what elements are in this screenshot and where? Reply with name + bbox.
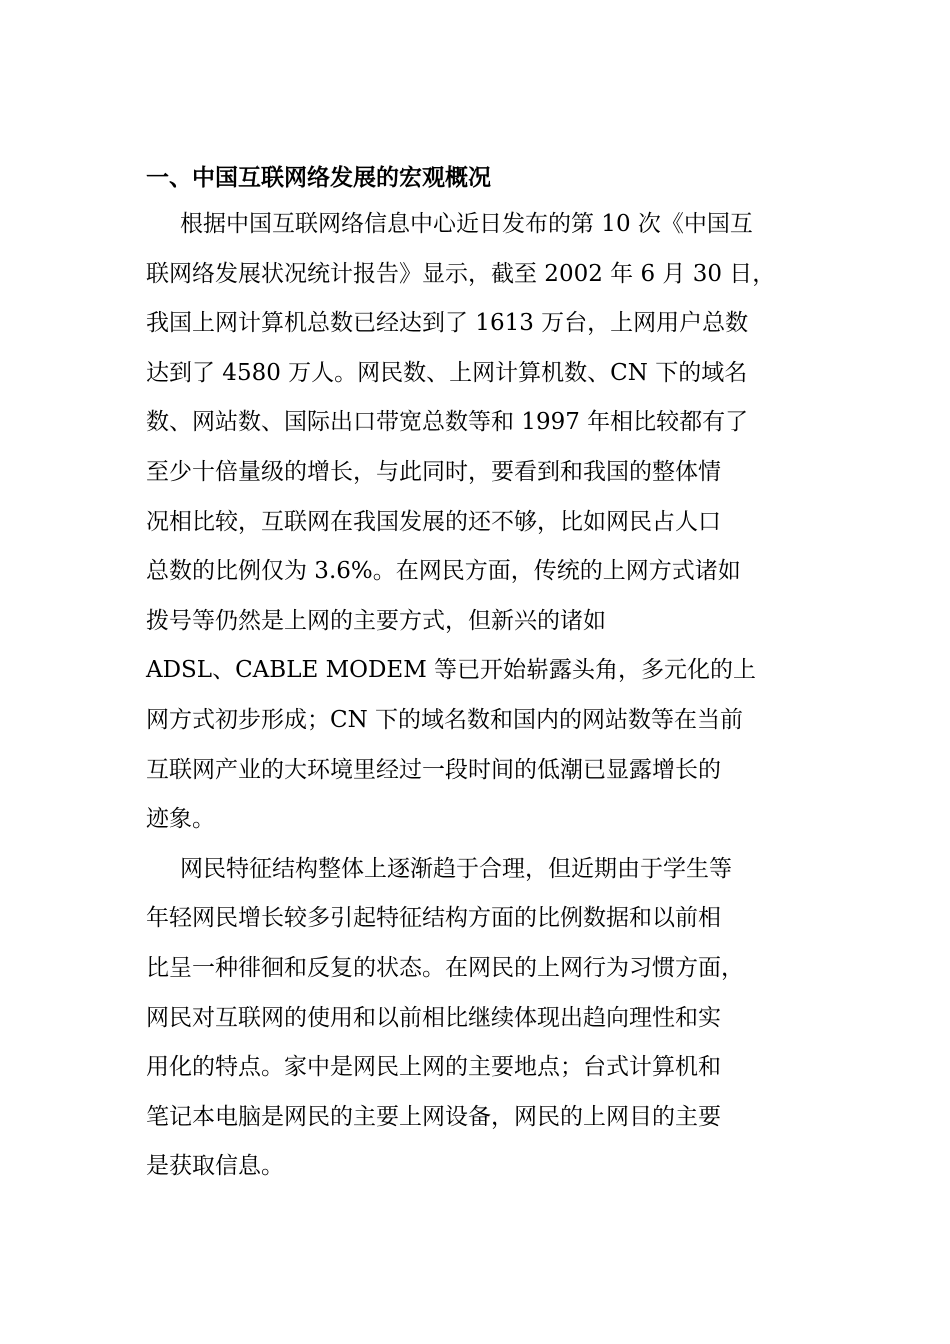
paragraph-line: 我国上网计算机总数已经达到了 1613 万台，上网用户总数 bbox=[146, 310, 749, 337]
paragraph-line: 用化的特点。家中是网民上网的主要地点；台式计算机和 bbox=[146, 1054, 721, 1081]
paragraph-line: 比呈一种徘徊和反复的状态。在网民的上网行为习惯方面， bbox=[146, 954, 744, 981]
paragraph-line: 根据中国互联网络信息中心近日发布的第 10 次《中国互 bbox=[180, 211, 753, 237]
paragraph-line: 达到了 4580 万人。网民数、上网计算机数、CN 下的域名 bbox=[146, 359, 748, 386]
paragraph-line: 联网络发展状况统计报告》显示，截至 2002 年 6 月 30 日， bbox=[146, 260, 776, 287]
paragraph-line: 互联网产业的大环境里经过一段时间的低潮已显露增长的 bbox=[146, 756, 721, 783]
paragraph-2 bbox=[146, 845, 806, 1192]
paragraph-line: 迹象。 bbox=[146, 806, 215, 833]
paragraph-line: 数、网站数、国际出口带宽总数等和 1997 年相比较都有了 bbox=[146, 409, 749, 436]
paragraph-line: 笔记本电脑是网民的主要上网设备，网民的上网目的主要 bbox=[146, 1103, 721, 1130]
paragraph-line: 网民对互联网的使用和以前相比继续体现出趋向理性和实 bbox=[146, 1004, 721, 1031]
paragraph-line: 拨号等仍然是上网的主要方式，但新兴的诸如 bbox=[146, 607, 606, 634]
paragraph-1 bbox=[146, 200, 806, 845]
paragraph-line: 况相比较，互联网在我国发展的还不够，比如网民占人口 bbox=[146, 508, 721, 535]
paragraph-line: 年轻网民增长较多引起特征结构方面的比例数据和以前相 bbox=[146, 905, 721, 932]
paragraph-line: 网民特征结构整体上逐渐趋于合理，但近期由于学生等 bbox=[180, 855, 732, 882]
document-body bbox=[146, 156, 806, 1192]
paragraph-line: 至少十倍量级的增长，与此同时，要看到和我国的整体情 bbox=[146, 458, 721, 485]
paragraph-line: 总数的比例仅为 3.6%。在网民方面，传统的上网方式诸如 bbox=[146, 558, 741, 585]
paragraph-line: ADSL、CABLE MODEM 等已开始崭露头角，多元化的上 bbox=[146, 657, 757, 684]
paragraph-line: 是获取信息。 bbox=[146, 1153, 284, 1180]
section-heading: 一、中国互联网络发展的宏观概况 bbox=[146, 164, 491, 191]
paragraph-line: 网方式初步形成；CN 下的域名数和国内的网站数等在当前 bbox=[146, 706, 744, 733]
